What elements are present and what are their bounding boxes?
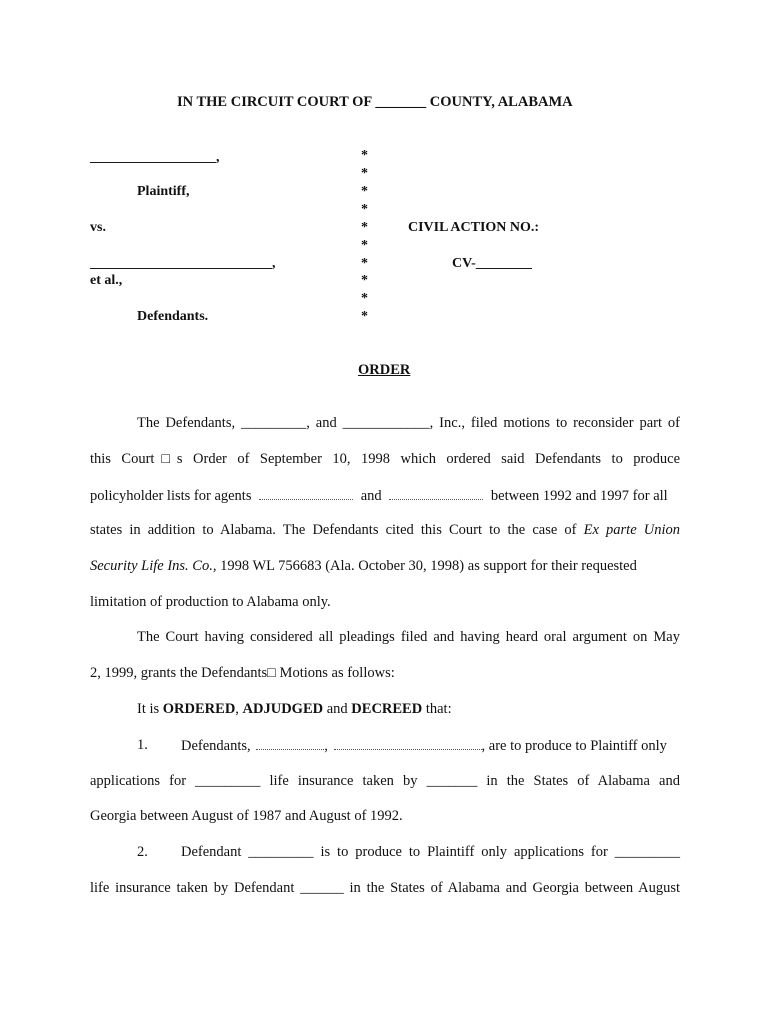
case-citation: Ex parte Union xyxy=(583,522,680,538)
caption-star: * xyxy=(361,273,368,288)
paragraph-line: Georgia between August of 1987 and August of 1992. xyxy=(90,808,403,824)
caption-star: * xyxy=(361,238,368,253)
paragraph-line: The Defendants, _________, and ____________, Inc., filed motions to reconsider part of xyxy=(137,415,680,431)
dotted-blank xyxy=(334,737,482,750)
dotted-blank xyxy=(259,487,353,500)
caption-star: * xyxy=(361,256,368,271)
caption-star: * xyxy=(361,309,368,324)
decree-line xyxy=(137,701,452,718)
caption-star: * xyxy=(361,291,368,306)
line-text: 1998 WL 756683 (Ala. October 30, 1998) as support for their requested xyxy=(220,558,637,574)
case-citation: Security Life Ins. Co., xyxy=(90,558,217,574)
versus-label: vs. xyxy=(90,220,106,235)
item-number: 2. xyxy=(137,844,148,860)
case-number-blank: CV-________ xyxy=(452,256,532,271)
decree-word: ORDERED xyxy=(162,701,236,717)
et-al-label: et al., xyxy=(90,273,123,288)
paragraph-line: 2, 1999, grants the Defendants□ Motions as follows: xyxy=(90,665,395,681)
paragraph-line: life insurance taken by Defendant ______ in the States of Alabama and Georgia between August xyxy=(90,880,680,896)
paragraph-line xyxy=(181,737,667,755)
civil-action-label: CIVIL ACTION NO.: xyxy=(408,220,540,235)
line-text: , xyxy=(235,701,239,717)
line-text: It is xyxy=(137,701,160,717)
court-title: IN THE CIRCUIT COURT OF _______ COUNTY, ALABAMA xyxy=(177,94,573,110)
paragraph-line xyxy=(90,487,668,505)
paragraph-line: limitation of production to Alabama only. xyxy=(90,594,331,610)
line-text: states in addition to Alabama. The Defendants cited this Court to the case of xyxy=(90,522,577,538)
decree-word: DECREED xyxy=(351,701,423,717)
defendants-label: Defendants. xyxy=(137,309,209,324)
caption-star: * xyxy=(361,202,368,217)
plaintiff-name-blank: __________________, xyxy=(90,150,220,165)
caption-star: * xyxy=(361,184,368,199)
defendant-name-blank: __________________________, xyxy=(90,256,276,271)
line-text: that: xyxy=(425,701,452,717)
line-text: , are to produce to Plaintiff only xyxy=(481,738,667,754)
order-title: ORDER xyxy=(358,362,411,378)
line-text: and xyxy=(360,488,382,504)
caption-star: * xyxy=(361,166,368,181)
paragraph-line xyxy=(90,522,680,542)
paragraph-line: applications for _________ life insurance taken by _______ in the States of Alabama and xyxy=(90,773,680,789)
paragraph-line xyxy=(90,558,637,575)
item-number: 1. xyxy=(137,737,148,753)
line-text: and xyxy=(326,701,348,717)
line-text: between 1992 and 1997 for all xyxy=(490,488,668,504)
line-text: , xyxy=(324,738,328,754)
line-text: policyholder lists for agents xyxy=(90,488,252,504)
caption-star: * xyxy=(361,148,368,163)
dotted-blank xyxy=(389,487,483,500)
paragraph-line: this Court□s Order of September 10, 1998 which ordered said Defendants to produce xyxy=(90,451,680,467)
paragraph-line: Defendant _________ is to produce to Plaintiff only applications for _________ xyxy=(181,844,680,860)
decree-word: ADJUDGED xyxy=(242,701,324,717)
dotted-blank xyxy=(256,737,324,750)
plaintiff-label: Plaintiff, xyxy=(137,184,190,199)
line-text: Defendants, xyxy=(181,738,251,754)
paragraph-line: The Court having considered all pleadings filed and having heard oral argument on May xyxy=(137,629,680,645)
caption-star: * xyxy=(361,220,368,235)
